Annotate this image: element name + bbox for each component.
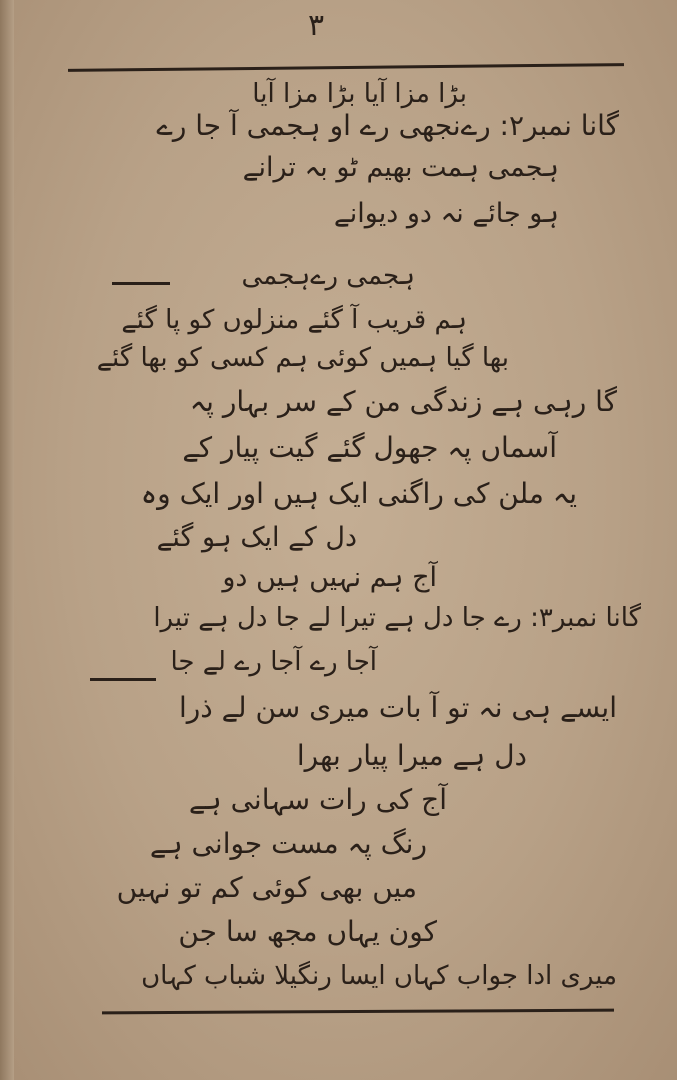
text-line: آسماں پہ جھول گئے گیت پیار کے bbox=[182, 431, 557, 464]
top-rule bbox=[68, 63, 624, 72]
text-line: میری ادا جواب کہاں ایسا رنگیلا شباب کہاں bbox=[141, 961, 617, 991]
text-line: گانا نمبر۳: رے جا دل ہے تیرا لے جا دل ہے تیرا bbox=[153, 603, 641, 633]
text-line: ہو جائے نہ دو دیوانے bbox=[333, 198, 559, 229]
text-line: آج ہم نہیں ہیں دو bbox=[222, 562, 437, 593]
text-line: آجا رے آجا رے لے جا bbox=[170, 647, 377, 677]
text-line: یہ ملن کی راگنی ایک ہیں اور ایک وہ bbox=[140, 477, 577, 510]
bottom-rule bbox=[102, 1009, 614, 1015]
text-line: ہجمی ہمت بھیم ٹو بہ ترانے bbox=[242, 152, 559, 183]
text-line: ہجمی رےہجمی bbox=[241, 261, 415, 291]
text-line: بڑا مزا آیا بڑا مزا آیا bbox=[252, 79, 467, 109]
text-line: آج کی رات سہانی ہے bbox=[188, 783, 447, 816]
separator-dash bbox=[90, 678, 156, 681]
text-line: گانا نمبر۲: رےنجھی رے او ہجمی آ جا رے bbox=[156, 109, 619, 142]
text-line: ایسے ہی نہ تو آ بات میری سن لے ذرا bbox=[178, 691, 617, 724]
text-line: ہم قریب آ گئے منزلوں کو پا گئے bbox=[121, 305, 467, 335]
text-line: میں بھی کوئی کم تو نہیں bbox=[116, 871, 417, 904]
text-line: بھا گیا ہمیں کوئی ہم کسی کو بھا گئے bbox=[96, 343, 509, 373]
page-number: ٣ bbox=[308, 8, 325, 43]
separator-dash bbox=[112, 282, 170, 285]
text-line: گا رہی ہے زندگی من کے سر بہار پہ bbox=[189, 385, 617, 418]
text-line: رنگ پہ مست جوانی ہے bbox=[149, 827, 427, 860]
text-line: کون یہاں مجھ سا جن bbox=[178, 915, 437, 948]
text-line: دل ہے میرا پیار بھرا bbox=[296, 739, 527, 772]
text-line: دل کے ایک ہو گئے bbox=[156, 522, 357, 553]
